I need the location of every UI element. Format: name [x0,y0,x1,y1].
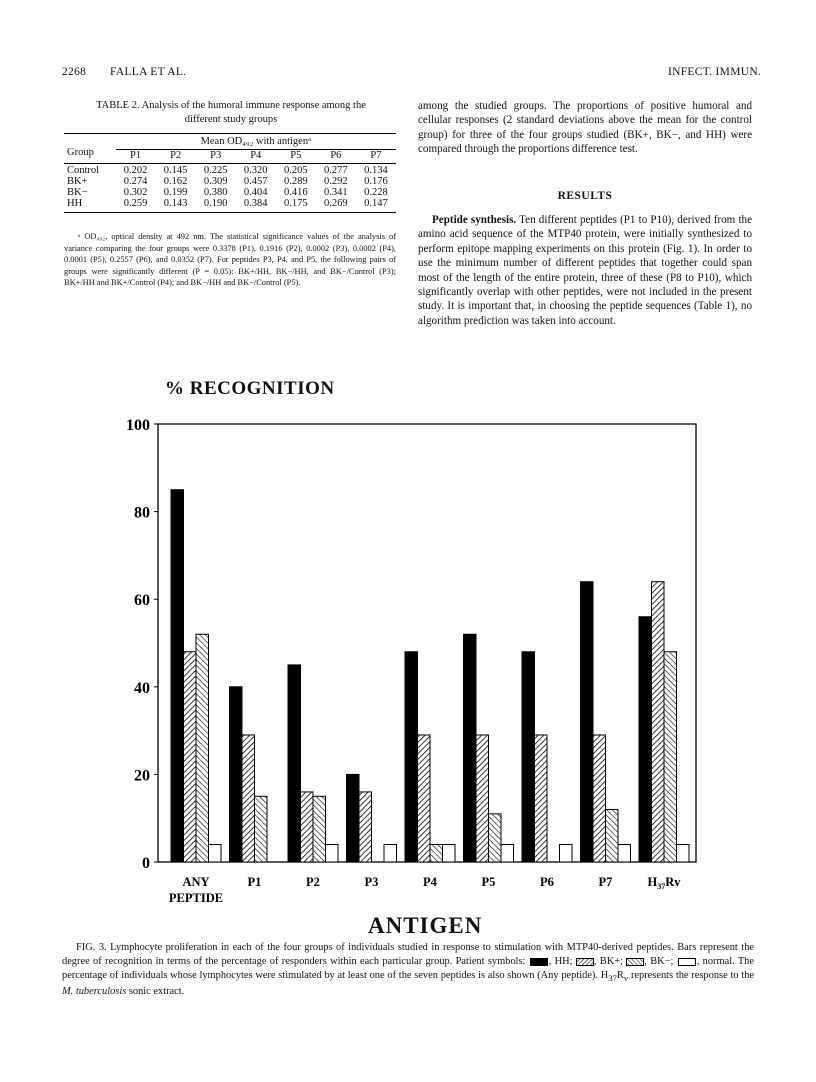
x-tick-label: P7 [598,875,613,889]
table-cell: 0.202 [123,165,148,176]
bar-bk-3 [301,792,314,862]
bar-normal-3 [326,844,339,862]
table-cell: 0.302 [123,187,148,198]
table-cell: 0.162 [163,176,188,187]
x-axis-label: ANTIGEN [368,913,483,938]
table-cell: 0.289 [283,176,308,187]
x-tick-label: P4 [423,875,437,889]
bar-bk-1 [184,652,197,862]
bar-normal-8 [618,844,631,862]
table-column-header: P6 [330,150,342,161]
figure-caption [62,941,754,999]
x-tick-label: P3 [364,875,379,889]
bar-hh-9 [639,617,652,862]
y-tick-label: 100 [126,417,150,434]
caption-text: sonic extract. [126,986,185,998]
table-column-header: P3 [210,150,222,161]
caption-subscript: 37 [608,973,617,984]
y-tick-label: 20 [134,767,150,785]
table-cell: 0.176 [364,176,388,187]
table-column-header: P5 [290,150,302,161]
legend-hh-swatch [530,958,548,966]
caption-text: R [616,970,624,981]
caption-text: FIG. 3. Lymphocyte proliferation in each of the four groups of individuals studied in response to stimulation with MTP40-derived peptides. Bars represent the degree of recognition in terms of the percentage of responders within each particular group. Patient symbols: [62,942,754,967]
table-cell: 0.199 [163,187,188,198]
results-heading: RESULTS [557,190,613,202]
table-column-header: P1 [130,150,142,161]
x-tick-label: ANY [182,875,210,889]
bar-bk-9 [652,582,665,862]
y-tick-label: 80 [134,504,150,522]
caption-text: , BK+; [593,956,627,967]
table-cell: 0.380 [203,187,228,198]
table-cell: 0.309 [203,176,228,187]
page-number: 2268 [62,66,87,78]
caption-text: , HH; [548,956,576,967]
table-cell: 0.143 [163,198,188,209]
x-tick-label: P5 [481,875,496,889]
body-paragraph-1: among the studied groups. The proportions of positive humoral and cellular responses (2 standard deviations above the mean for the control group) for three of the four groups studied (BK+, BK−, and HH) were compared through the proportions difference test. [418,100,752,156]
bar-normal-7 [560,844,573,862]
bar-hh-8 [581,582,594,862]
legend-bkplus-swatch [576,958,594,966]
y-tick-label: 60 [134,592,150,610]
legend-bkminus-swatch [626,958,644,966]
table-cell: 0.320 [243,165,268,176]
table-cell: 0.457 [243,176,268,187]
bar-normal-9 [677,844,690,862]
bar-bk-3 [313,796,326,862]
peptide-synthesis-text: Ten different peptides (P1 to P10), derived from the amino acid sequence of the MTP40 protein, were initially synthesized to perform epitope mapping experiments on this protein (Fig. 1). In order to use the minimum number of different peptides that together could span most of the length of the entire protein, three of these (P8 to P10), which significantly overlap with other peptides, were not included in the present study. It is important that, in choosing the peptide sequences (Table 1), no algorithm prediction was taken into account. [418,214,752,327]
x-tick-label: $H_{37}Rv$ [647,875,681,891]
bar-bk-5 [418,735,431,862]
table-cell: 0.175 [283,198,308,209]
x-tick-label: P2 [306,875,320,889]
table-row-group: BK+ [67,176,88,187]
table-cell: 0.259 [123,198,148,209]
bar-bk-8 [606,809,619,862]
table-cell: 0.147 [364,198,388,209]
table-cell: 0.416 [283,187,308,198]
bar-bk-9 [664,652,677,862]
bar-normal-5 [443,844,456,862]
bar-bk-7 [535,735,548,862]
chart-title: % RECOGNITION [165,378,335,399]
bar-normal-1 [209,844,222,862]
bar-hh-3 [288,665,301,862]
bar-normal-4 [384,844,397,862]
bar-normal-6 [501,844,514,862]
bar-hh-6 [464,634,477,862]
table-cell: 0.404 [243,187,268,198]
table-cell: 0.277 [324,165,348,176]
bar-hh-2 [230,687,243,862]
bar-bk-6 [489,814,502,862]
bar-bk-6 [476,735,489,862]
table-cell: 0.190 [203,198,228,209]
legend-normal-swatch [678,958,696,966]
table-row-group: BK− [67,187,88,198]
caption-text: , BK−; [644,956,677,967]
table-cell: 0.274 [123,176,148,187]
table-cell: 0.145 [163,165,188,176]
x-tick-label-line2: PEPTIDE [168,891,224,905]
table-cell: 0.228 [364,187,388,198]
bar-hh-5 [405,652,418,862]
bar-bk-8 [593,735,606,862]
bar-hh-1 [171,490,184,862]
bar-bk-5 [430,844,443,862]
table-column-header: P7 [370,150,382,161]
table-cell: 0.134 [364,165,388,176]
table-cell: 0.292 [324,176,348,187]
table-cell: 0.341 [324,187,348,198]
bar-hh-7 [522,652,535,862]
caption-subscript: v [623,973,629,984]
table-row-group: Control [67,165,100,176]
x-tick-label: P1 [247,875,262,889]
table-column-header: P2 [170,150,182,161]
table-cell: 0.269 [324,198,348,209]
table-cell: 0.384 [243,198,268,209]
table-footnote: ᵃ OD₄₉₂, optical density at 492 nm. The statistical significance values of the analysis of variance comparing the four groups were 0.3378 (P1), 0.1916 (P2), 0.0002 (P3), 0.0002 (P4), 0.0001 (P5), 0.2557 (P6), and 0.0352 (P7). For peptides P3, P4, and P5, the following pairs of groups were significantly different (P = 0.05): BK+/HH, BK−/HH, and BK−/Control (P3); BK+/HH and BK+/Control (P4); and BK−/HH and BK−/Control (P5). [64,232,396,287]
table-cell: 0.225 [203,165,228,176]
bar-bk-4 [359,792,372,862]
caption-text: represents the response to the [628,970,754,981]
x-tick-label: P6 [540,875,554,889]
table-span-header: Mean OD₄₉₂ with antigenᵃ [116,136,396,150]
running-authors: FALLA ET AL. [110,66,187,78]
bar-bk-2 [242,735,255,862]
bar-hh-4 [347,774,360,862]
table-title: TABLE 2. Analysis of the humoral immune response among the different study groups [96,100,366,125]
table-cell: 0.205 [283,165,308,176]
caption-text: , normal. The percentage of individuals whose lymphocytes were stimulated by at least one of the seven peptides is also shown (Any peptide). H [62,956,754,981]
bar-bk-2 [255,796,268,862]
peptide-synthesis-lead: Peptide synthesis. [432,214,517,226]
y-tick-label: 40 [134,679,150,697]
table-column-header: P4 [250,150,262,161]
bar-bk-1 [196,634,209,862]
table-row-group: HH [67,198,83,209]
journal-name: INFECT. IMMUN. [668,66,762,78]
y-tick-label: 0 [142,855,150,872]
table-group-header: Group [67,147,94,158]
caption-italic: M. tuberculosis [62,986,127,998]
